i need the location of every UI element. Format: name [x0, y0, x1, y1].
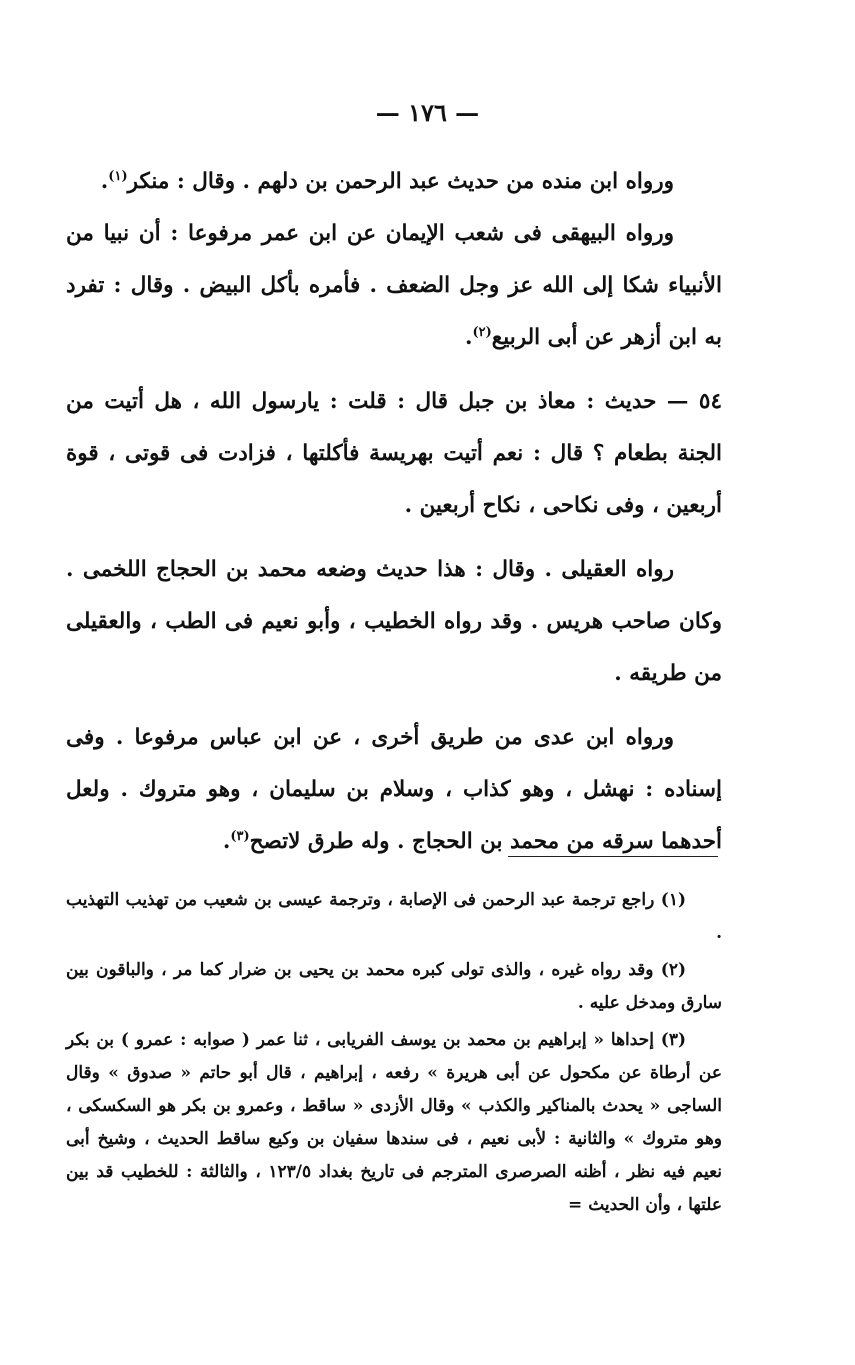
paragraph-2: ورواه البيهقى فى شعب الإيمان عن ابن عمر مرفوعا : أن نبيا من الأنبياء شكا إلى الله عز وجل الضعف . فأمره بأكل البيض . وقال : تفرد به ابن أزهر عن أبى الربيع$^{(٢)}$.	[66, 221, 722, 350]
footnote-mark-1: (١)	[108, 168, 128, 184]
main-text	[66, 156, 722, 868]
footnotes	[66, 884, 722, 1226]
footnote-3: (٣) إحداها « إبراهيم بن محمد بن يوسف الفريابى ، ثنا عمر ( صوابه : عمرو ) بن بكر عن أرطاة عن مكحول عن أبى هريرة » رفعه ، إبراهيم ، قال أبو حاتم « صدوق » وقال الساجى « يحدث بالمناكير والكذب » وقال الأزدى « ساقط ، وعمرو بن بكر هو السكسكى ، وهو متروك » والثانية : لأبى نعيم ، فى سندها سفيان بن وكيع ساقط الحديث ، وشيخ أبى نعيم فيه نظر ، أظنه الصرصرى المترجم فى تاريخ بغداد ١٢٣/٥ ، والثالثة : للخطيب قد بين علتها ، وأن الحديث =	[66, 1030, 723, 1215]
paragraph-1-text: ورواه ابن منده من حديث عبد الرحمن بن دلهم . وقال : منكر	[127, 169, 674, 194]
paragraph-1: ورواه ابن منده من حديث عبد الرحمن بن دلهم . وقال : منكر$^{(١)}$.	[100, 168, 674, 194]
footnote-mark-2: (٢)	[472, 324, 492, 340]
footnote-mark-3: (٣)	[230, 828, 250, 844]
paragraph-hadith: ٥٤ — حديث : معاذ بن جبل قال : قلت : يارسول الله ، هل أتيت من الجنة بطعام ؟ قال : نعم أتيت بهريسة فأكلتها ، فزادت فى قوتى ، قوة أربعين ، وفى نكاحى ، نكاح أربعين .	[66, 389, 722, 518]
paragraph-4: رواه العقيلى . وقال : هذا حديث وضعه محمد بن الحجاج اللخمى . وكان صاحب هريس . وقد رواه الخطيب ، وأبو نعيم فى الطب ، والعقيلى من طريقه .	[66, 557, 722, 686]
footnote-divider	[508, 856, 718, 857]
footnote-2: (٢) وقد رواه غيره ، والذى تولى كبره محمد بن يحيى بن ضرار كما مر ، والباقون بين سارق ومدخل عليه .	[66, 960, 722, 1013]
paragraph-2-text: ورواه البيهقى فى شعب الإيمان عن ابن عمر مرفوعا : أن نبيا من الأنبياء شكا إلى الله عز وجل الضعف . فأمره بأكل البيض . وقال : تفرد به ابن أزهر عن أبى الربيع	[66, 221, 722, 350]
paragraph-5-text: ورواه ابن عدى من طريق أخرى ، عن ابن عباس مرفوعا . وفى إسناده : نهشل ، وهو كذاب ، وسلام بن سليمان ، وهو متروك . ولعل أحدهما سرقه من محمد بن الحجاج . وله طرق لاتصح	[66, 725, 722, 854]
footnote-1: (١) راجع ترجمة عبد الرحمن فى الإصابة ، وترجمة عيسى بن شعيب من تهذيب التهذيب .	[66, 890, 722, 943]
paragraph-5: ورواه ابن عدى من طريق أخرى ، عن ابن عباس مرفوعا . وفى إسناده : نهشل ، وهو كذاب ، وسلام بن سليمان ، وهو متروك . ولعل أحدهما سرقه من محمد بن الحجاج . وله طرق لاتصح$^{(٣)}$.	[66, 725, 722, 854]
page-number: — ١٧٦ —	[375, 98, 480, 127]
